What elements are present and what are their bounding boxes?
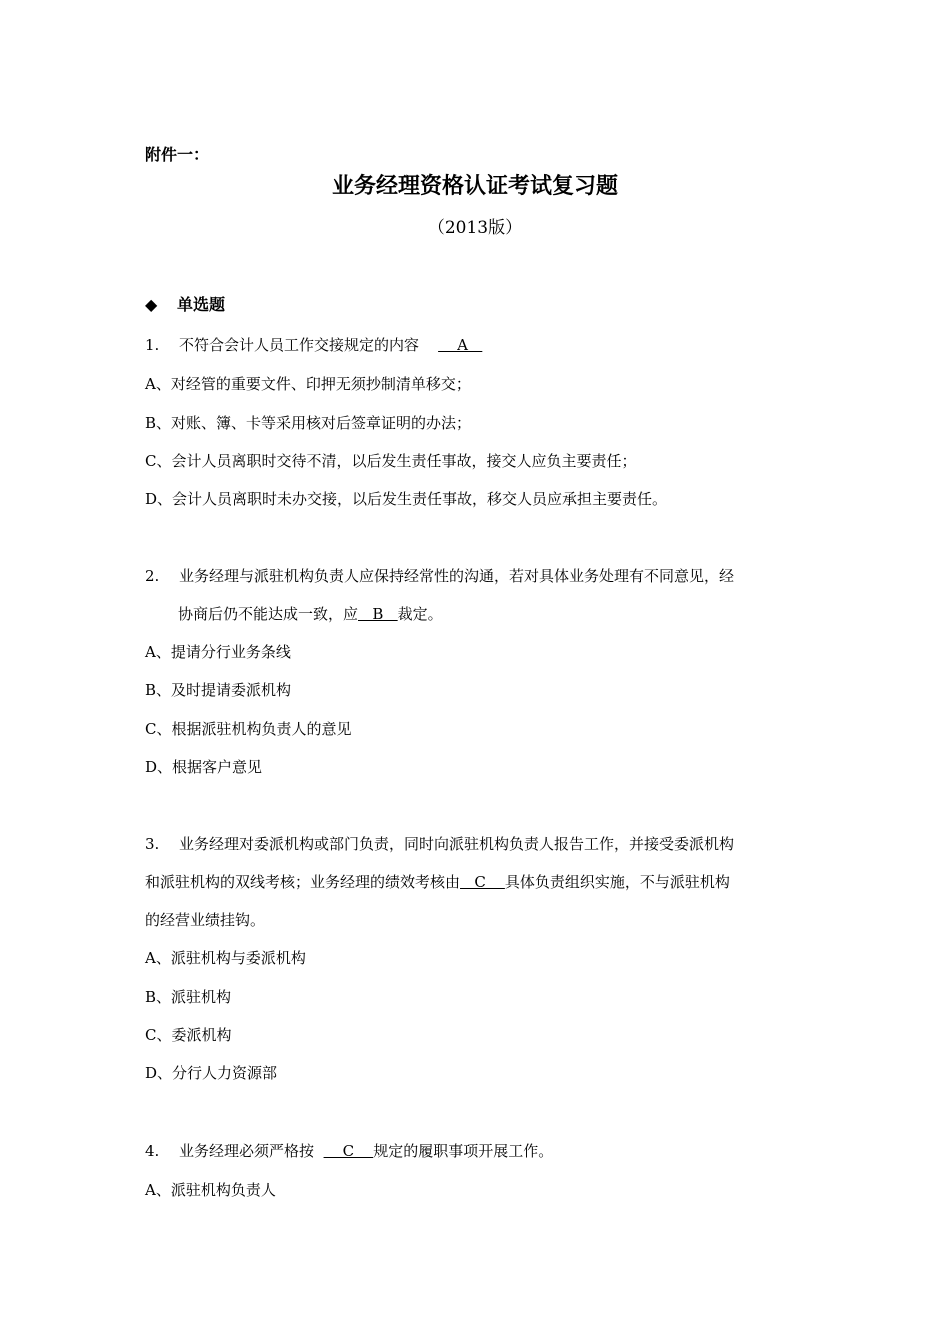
question-1-option-a: A、对经管的重要文件、印押无须抄制清单移交；	[145, 375, 471, 393]
question-2-option-d: D、根据客户意见	[145, 758, 263, 776]
answer-blank: A	[438, 336, 483, 354]
answer-blank: B	[358, 605, 398, 623]
edition-subtitle: （2013版）	[427, 218, 523, 238]
question-text: 协商后仍不能达成一致，应	[178, 605, 359, 623]
question-text: 业务经理与派驻机构负责人应保持经常性的沟通，若对具体业务处理有不同意见，经	[179, 567, 735, 585]
question-text: 裁定。	[397, 605, 443, 623]
question-text: 不符合会计人员工作交接规定的内容	[179, 336, 420, 354]
section-label: 单选题	[177, 295, 226, 314]
diamond-bullet-icon: ◆	[145, 295, 158, 314]
question-2-option-b: B、及时提请委派机构	[145, 681, 292, 699]
question-2-option-a: A、提请分行业务条线	[145, 643, 291, 661]
attachment-label: 附件一：	[145, 145, 210, 164]
answer-blank: C	[323, 1142, 374, 1160]
question-3-stem-line-2	[145, 872, 730, 892]
question-3-option-b: B、派驻机构	[145, 988, 232, 1006]
question-3-option-c: C、委派机构	[145, 1026, 232, 1044]
question-text: 和派驻机构的双线考核；业务经理的绩效考核由	[145, 873, 461, 891]
question-2-stem-line-1	[145, 566, 734, 586]
question-1-option-d: D、会计人员离职时未办交接，以后发生责任事故，移交人员应承担主要责任。	[145, 490, 668, 508]
question-4-option-a: A、派驻机构负责人	[145, 1181, 276, 1199]
question-text: 具体负责组织实施，不与派驻机构	[504, 873, 730, 891]
question-text: 业务经理必须严格按	[179, 1142, 315, 1160]
question-number: 1.	[145, 336, 160, 354]
question-3-option-a: A、派驻机构与委派机构	[145, 949, 306, 967]
question-3-stem-line-3: 的经营业绩挂钩。	[145, 911, 266, 929]
document-title: 业务经理资格认证考试复习题	[331, 174, 618, 199]
question-number: 2.	[145, 567, 160, 585]
question-1-stem	[145, 335, 482, 355]
question-text: 规定的履职事项开展工作。	[373, 1142, 554, 1160]
question-1-option-b: B、对账、簿、卡等采用核对后签章证明的办法；	[145, 414, 472, 432]
question-1-option-c: C、会计人员离职时交待不清，以后发生责任事故，接交人应负主要责任；	[145, 452, 637, 470]
question-4-stem	[145, 1141, 553, 1161]
question-number: 4.	[145, 1142, 160, 1160]
question-2-option-c: C、根据派驻机构负责人的意见	[145, 720, 352, 738]
section-heading	[145, 295, 225, 315]
question-3-stem-line-1	[145, 834, 734, 854]
question-2-stem-line-2	[178, 604, 443, 624]
question-text: 业务经理对委派机构或部门负责，同时向派驻机构负责人报告工作，并接受委派机构	[179, 835, 735, 853]
answer-blank: C	[460, 873, 505, 891]
question-number: 3.	[145, 835, 160, 853]
question-3-option-d: D、分行人力资源部	[145, 1064, 278, 1082]
